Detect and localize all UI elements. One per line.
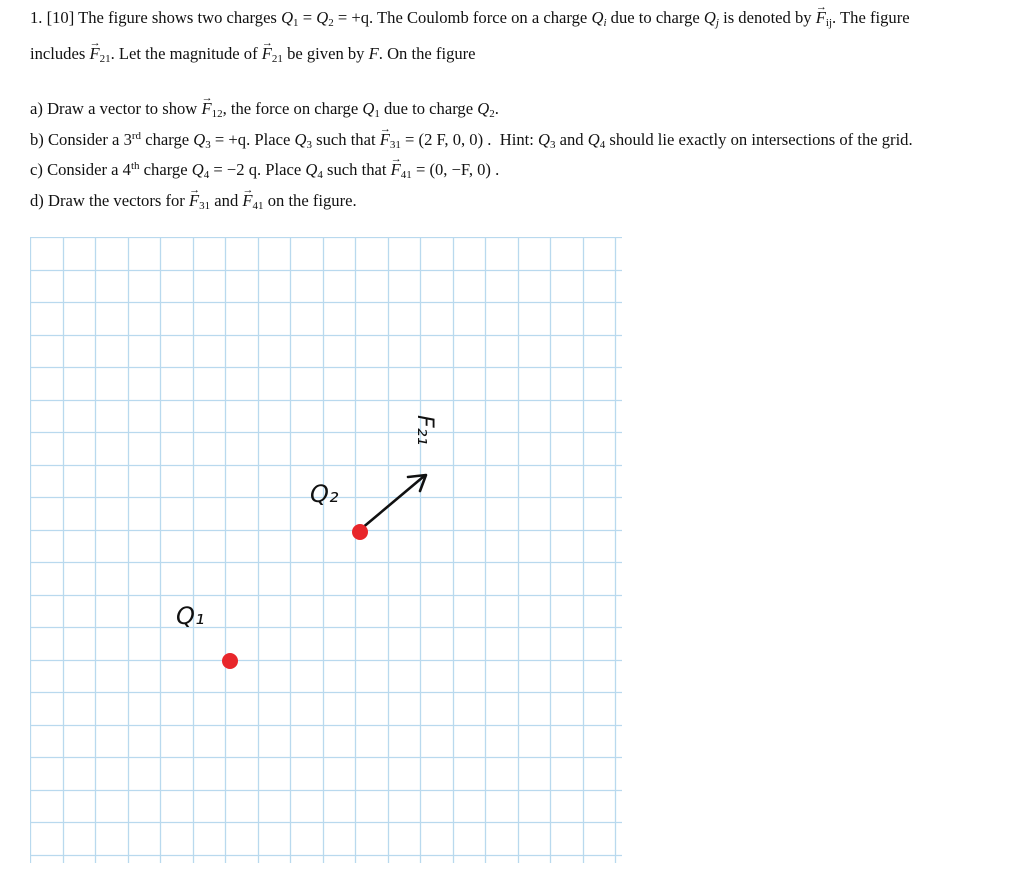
part-a: a) Draw a vector to show → $F_{12}$, the force on charge $Q_1$ due to charge $Q_2$.	[30, 99, 499, 119]
intro-text-1: The figure shows two charges	[78, 8, 277, 27]
q2-label: Q₂	[310, 480, 339, 508]
part-d-text-2: and	[214, 191, 239, 210]
part-b-text-3: = +q. Place	[214, 130, 291, 149]
intro-text-4: is denoted by	[723, 8, 812, 27]
part-b-ordinal: rd	[131, 130, 142, 142]
part-c-text-1: Consider a 4	[47, 160, 131, 179]
intro-text-7: . Let the magnitude of	[110, 44, 258, 63]
f21-label	[412, 415, 437, 445]
intro-text-6: includes	[30, 44, 86, 63]
problem-statement-line-2: includes → $F_{21}$. Let the magnitude of → $F_{21}$ be given by F. On the figure	[30, 44, 476, 64]
charge-grid-figure	[30, 237, 622, 863]
intro-charge-equation: = +q.	[337, 8, 374, 27]
part-c-ordinal: th	[130, 160, 140, 172]
intro-text-8: be given by	[287, 44, 365, 63]
svg-text:F₂₁: F₂₁	[412, 415, 437, 446]
part-b-text-2: charge	[145, 130, 190, 149]
part-c-text-4: such that	[327, 160, 387, 179]
part-b-label: b)	[30, 130, 44, 149]
part-c-text-3: = −2 q. Place	[213, 160, 302, 179]
part-c: c) Consider a 4th charge $Q_4 = -2$ q. Place $Q_4$ such that → $F_{41} = (0$, −F, 0) .	[30, 160, 499, 180]
q1-label: Q₁	[176, 602, 205, 630]
part-c-label: c)	[30, 160, 43, 179]
part-d-label: d)	[30, 191, 44, 210]
part-b-text-6: should lie exactly on intersections of the grid.	[609, 130, 913, 149]
intro-text-3: due to charge	[610, 8, 700, 27]
part-b: b) Consider a 3rd charge $Q_3 = +q$. Place $Q_3$ such that → $F_{31} = (2$ F, 0, 0) . Hint: $Q_3$ and $Q_4$ should lie exactly on intersections of the grid.	[30, 130, 913, 150]
q2-charge-dot	[352, 524, 368, 540]
problem-points: [10]	[46, 8, 75, 27]
part-c-text-2: charge	[143, 160, 188, 179]
f21-vector-arrow	[361, 475, 426, 529]
part-d-text-1: Draw the vectors for	[47, 191, 185, 210]
part-b-equation: = (2 F, 0, 0) .	[405, 130, 492, 149]
part-b-hint-label: Hint:	[499, 130, 534, 149]
part-d-text-3: on the figure.	[267, 191, 357, 210]
problem-number: 1.	[30, 8, 43, 27]
part-a-label: a)	[30, 99, 43, 118]
part-a-text-1: Draw a vector to show	[47, 99, 198, 118]
part-a-text-2: , the force on charge	[222, 99, 359, 118]
problem-statement-line-1: 1. [10] The figure shows two charges $Q_1 = Q_2 = +q$. The Coulomb force on a charge $Q_i$ due to charge $Q_j$ is denoted by → $F_{ij}$. The figure	[30, 8, 910, 28]
part-a-text-3: due to charge	[384, 99, 474, 118]
part-b-text-4: such that	[316, 130, 376, 149]
part-d: d) Draw the vectors for → $F_{31}$ and → $F_{41}$ on the figure.	[30, 191, 357, 211]
q1-charge-dot	[222, 653, 238, 669]
part-b-text-5: and	[559, 130, 584, 149]
intro-text-9: . On the figure	[378, 44, 476, 63]
part-b-text-1: Consider a 3	[47, 130, 132, 149]
intro-text-2: The Coulomb force on a charge	[377, 8, 588, 27]
part-c-equation: = (0, −F, 0) .	[415, 160, 500, 179]
intro-text-5: . The figure	[832, 8, 910, 27]
grid-lines	[30, 237, 622, 863]
